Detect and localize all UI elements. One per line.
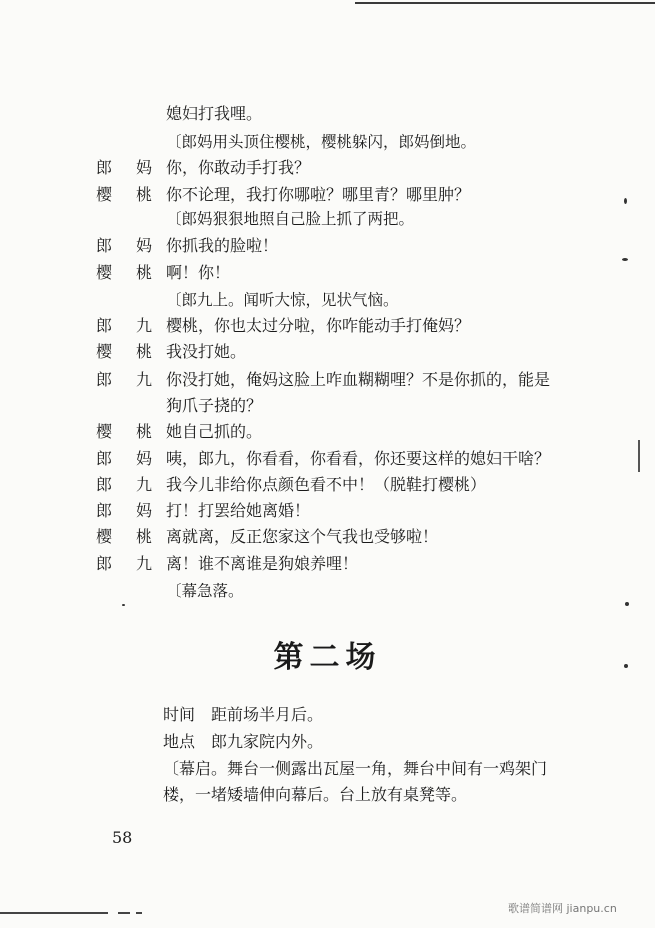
scene-direction: 〔幕启。舞台一侧露出瓦屋一角，舞台中间有一鸡架门 [163,759,548,778]
scan-speck [122,604,125,606]
dialogue-text: 她自己抓的。 [166,422,263,441]
speaker-name: 樱 桃 [96,185,152,204]
dialogue-text: 你没打她，俺妈这脸上咋血糊糊哩？不是你抓的，能是 [166,370,551,389]
scene-place: 地点 郎九家院内外。 [163,732,324,751]
top-border-line [355,2,655,4]
dialogue-text: 咦，郎九，你看看，你看看，你还要这样的媳妇干啥？ [166,449,551,468]
dialogue-text: 狗爪子挠的？ [166,396,263,415]
dialogue-text: 我今儿非给你点颜色看不中！（脱鞋打樱桃） [166,475,487,494]
dialogue-text: 你，你敢动手打我？ [166,158,311,177]
dialogue-text: 啊！你！ [166,263,231,282]
scan-speck [622,258,628,261]
dialogue-text: 媳妇打我哩。 [166,104,263,123]
scan-speck [625,602,629,606]
dialogue-text: 打！打罢给她离婚！ [166,501,311,520]
scan-speck [624,198,627,204]
dialogue-text: 你不论理，我打你哪啦？哪里青？哪里肿？ [166,185,471,204]
speaker-name: 郎 九 [96,554,152,573]
speaker-name: 郎 妈 [96,501,152,520]
speaker-name: 郎 妈 [96,158,152,177]
stage-direction: 〔郎妈用头顶住樱桃，樱桃躲闪，郎妈倒地。 [166,133,477,151]
scan-speck [624,664,628,668]
speaker-name: 郎 九 [96,475,152,494]
speaker-name: 郎 九 [96,316,152,335]
dialogue-text: 离就离，反正您家这个气我也受够啦！ [166,527,439,546]
stage-direction: 〔郎九上。闻听大惊，见状气恼。 [166,291,399,309]
scene-direction-continued: 楼，一堵矮墙伸向幕后。台上放有桌凳等。 [163,785,468,804]
stage-direction: 〔郎妈狠狠地照自己脸上抓了两把。 [166,210,415,228]
bottom-border-line [0,912,108,914]
speaker-name: 樱 桃 [96,527,152,546]
speaker-name: 樱 桃 [96,342,152,361]
speaker-name: 郎 妈 [96,449,152,468]
speaker-name: 郎 九 [96,370,152,389]
bottom-dash [118,912,130,914]
bottom-dash [136,912,142,914]
scene-time: 时间 距前场半月后。 [163,705,324,724]
scene-title: 第二场 [273,640,382,675]
scan-edge-mark [638,440,640,472]
dialogue-text: 你抓我的脸啦！ [166,236,279,255]
speaker-name: 樱 桃 [96,263,152,282]
dialogue-text: 我没打她。 [166,342,247,361]
page-number: 58 [112,828,133,847]
dialogue-text: 离！谁不离谁是狗娘养哩！ [166,554,359,573]
speaker-name: 樱 桃 [96,422,152,441]
speaker-name: 郎 妈 [96,236,152,255]
stage-direction: 〔幕急落。 [166,582,244,600]
dialogue-text: 樱桃，你也太过分啦，你咋能动手打俺妈？ [166,316,471,335]
watermark: 歌谱简谱网 jianpu.cn [508,902,617,915]
